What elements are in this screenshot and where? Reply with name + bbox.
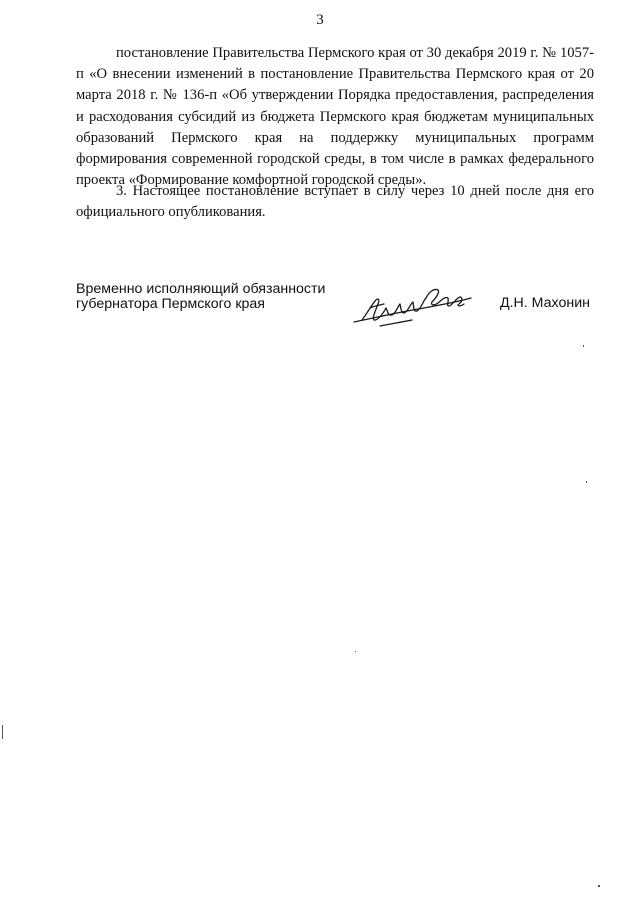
scan-speck [598, 885, 600, 887]
body-paragraph-2: 3. Настоящее постановление вступает в силу через 10 дней после дня его официального опубликования. [76, 183, 594, 221]
body-paragraph-1: постановление Правительства Пермского края от 30 декабря 2019 г. № 1057-п «О внесении изменений в постановление Правительства Пермского края от 20 марта 2018 г. № 136-п «Об утверждении Порядка предоставления, распределения и расходования субсидий из бюджета Пермского края бюджетам муниципальных образований Пермского края на поддержку муниципальных программ формирования современной городской среды, в том числе в рамках федерального проекта «Формирование комфортной городской среды». [76, 45, 594, 189]
page-number: 3 [316, 12, 324, 28]
signatory-title-line-2: губернатора Пермского края [76, 295, 265, 312]
scan-speck [586, 481, 587, 483]
scan-speck [355, 651, 356, 652]
scan-speck [2, 725, 3, 739]
scan-speck [583, 345, 584, 347]
signatory-name: Д.Н. Махонин [500, 295, 590, 311]
signatory-title-line-1: Временно исполняющий обязанности [76, 281, 326, 297]
handwritten-signature [350, 282, 475, 330]
signatory-title [76, 282, 325, 311]
